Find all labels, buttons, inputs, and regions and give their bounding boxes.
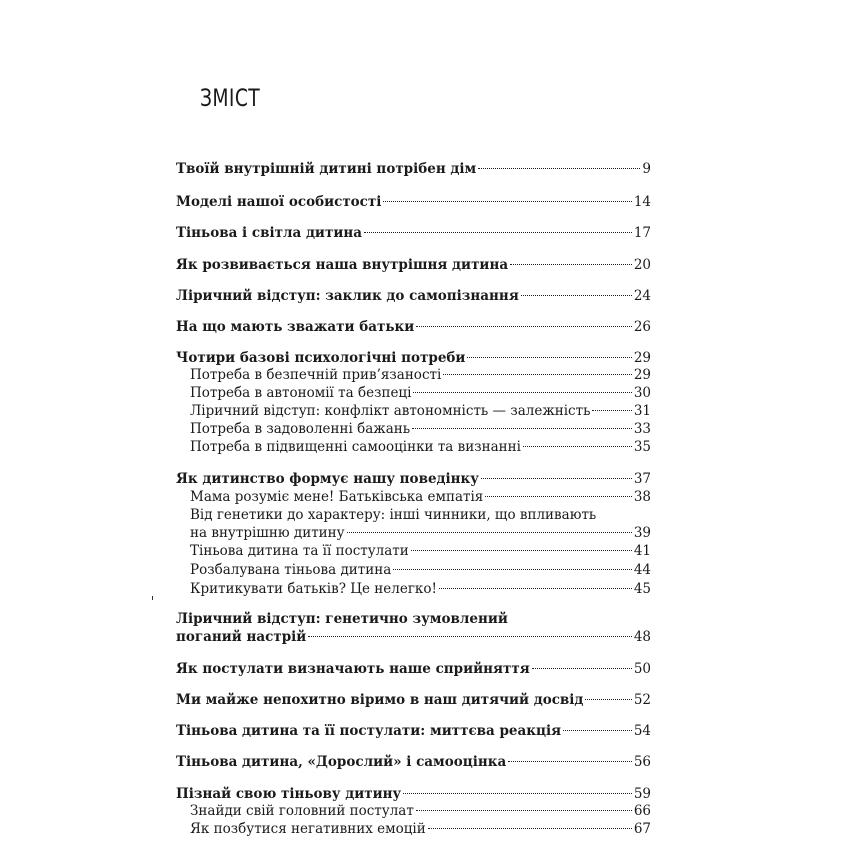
toc-subentry[interactable] [190, 420, 651, 438]
toc-page-number: 37 [633, 471, 651, 487]
toc-entry-title: Як постулати визначають наше сприйняття [176, 661, 530, 677]
toc-entry-title: Ми майже непохитно віримо в наш дитячий досвід [176, 692, 584, 708]
dot-leader [481, 478, 632, 479]
dot-leader [521, 295, 632, 296]
toc-entry-title: Розбалувана тіньова дитина [190, 562, 392, 578]
toc-chapter[interactable] [176, 256, 651, 274]
toc-page-number: 31 [633, 403, 651, 419]
toc-chapter[interactable] [176, 224, 651, 242]
dot-leader [393, 569, 632, 570]
dot-leader [563, 730, 632, 731]
dot-leader [443, 374, 632, 375]
toc-subentry[interactable] [190, 438, 651, 456]
toc-subentry[interactable] [190, 542, 651, 560]
toc-subentry[interactable] [190, 580, 651, 598]
toc-page-number: 24 [633, 288, 651, 304]
toc-entry-title: Потреба в задоволенні бажань [190, 421, 411, 437]
toc-page-number: 9 [642, 161, 651, 177]
dot-leader [364, 232, 632, 233]
toc-entry-title: На що мають зважати батьки [176, 319, 415, 335]
toc-entry-title: Мама розуміє мене! Батьківська емпатія [190, 489, 484, 505]
toc-subentry[interactable] [190, 402, 651, 420]
toc-entry-title: Як дитинство формує нашу поведінку [176, 471, 479, 487]
toc-entry-title: Тіньова дитина та її постулати: миттєва реакція [176, 723, 562, 739]
dot-leader [411, 550, 632, 551]
toc-page-number: 29 [633, 367, 651, 383]
toc-entry-prefix: Від генетики до характеру: інші чинники, що впливають [190, 507, 597, 523]
toc-chapter[interactable] [176, 318, 651, 336]
toc-subentry[interactable] [190, 488, 651, 506]
toc-page-number: 56 [633, 754, 651, 770]
toc-page-number: 38 [633, 489, 651, 505]
dot-leader [467, 357, 631, 358]
toc-entry-title: Потреба в безпечній прив’язаності [190, 367, 442, 383]
toc-chapter[interactable] [176, 160, 651, 178]
dot-leader [592, 410, 631, 411]
toc-page-number: 50 [633, 661, 651, 677]
toc-entry-title: Тіньова дитина, «Дорослий» і самооцінка [176, 754, 507, 770]
dot-leader [485, 496, 631, 497]
toc-chapter[interactable] [176, 470, 651, 488]
toc-entry-title: Твоїй внутрішній дитині потрібен дім [176, 161, 477, 177]
toc-subentry[interactable] [190, 820, 651, 838]
toc-chapter[interactable] [176, 753, 651, 771]
dot-leader [308, 636, 632, 637]
toc-chapter[interactable] [176, 287, 651, 305]
toc-entry-title: поганий настрій [176, 629, 307, 645]
dot-leader [383, 201, 631, 202]
dot-leader [403, 793, 632, 794]
toc-subentry[interactable] [190, 524, 651, 542]
toc-chapter[interactable] [176, 193, 651, 211]
toc-page-number: 59 [633, 786, 651, 802]
toc-page-number: 14 [633, 194, 651, 210]
toc-entry-title: Моделі нашої особистості [176, 194, 382, 210]
dot-leader [347, 532, 632, 533]
toc-page-number: 67 [633, 821, 651, 837]
toc-entry-title: Тіньова і світла дитина [176, 225, 362, 241]
dot-leader [478, 168, 640, 169]
page-title: ЗМІСТ [200, 84, 261, 112]
toc-chapter[interactable] [176, 660, 651, 678]
toc-chapter[interactable] [176, 691, 651, 709]
toc-entry-title: Як розвивається наша внутрішня дитина [176, 257, 509, 273]
toc-entry-title: Критикувати батьків? Це нелегко! [190, 581, 437, 597]
dot-leader [416, 326, 632, 327]
toc-page-number: 35 [633, 439, 651, 455]
toc-page-number: 33 [633, 421, 651, 437]
toc-subentry[interactable] [190, 561, 651, 579]
toc-page-number: 41 [633, 543, 651, 559]
toc-page-number: 30 [633, 385, 651, 401]
toc-page-number: 48 [633, 629, 651, 645]
toc-page-number: 66 [633, 803, 651, 819]
dot-leader [510, 264, 632, 265]
toc-page-number: 44 [633, 562, 651, 578]
toc-chapter[interactable] [176, 785, 651, 803]
toc-chapter[interactable] [176, 349, 651, 367]
toc-subentry[interactable] [190, 384, 651, 402]
toc-entry-title: Ліричний відступ: заклик до самопізнання [176, 288, 519, 304]
toc-page-number: 29 [633, 350, 651, 366]
toc-entry-title: Тіньова дитина та її постулати [190, 543, 409, 559]
toc-entry-title: Потреба в підвищенні самооцінки та визнанні [190, 439, 521, 455]
toc-entry-title: Знайди свій головний постулат [190, 803, 414, 819]
toc-chapter[interactable] [176, 722, 651, 740]
dot-leader [439, 588, 632, 589]
toc-entry-prefix: Ліричний відступ: генетично зумовлений [176, 611, 508, 627]
toc-chapter[interactable] [176, 628, 651, 646]
dot-leader [428, 828, 632, 829]
dot-leader [416, 810, 632, 811]
dot-leader [508, 761, 632, 762]
dot-leader [523, 446, 632, 447]
toc-page-number: 54 [633, 723, 651, 739]
toc-page-number: 45 [633, 581, 651, 597]
toc-page-number: 20 [633, 257, 651, 273]
toc-page-number: 39 [633, 525, 651, 541]
toc-entry-title: Чотири базові психологічні потреби [176, 350, 466, 366]
dot-leader [532, 668, 632, 669]
scan-mark [152, 596, 153, 600]
toc-entry-title: на внутрішню дитину [190, 525, 345, 541]
toc-page-number: 17 [633, 225, 651, 241]
dot-leader [412, 428, 632, 429]
toc-subentry[interactable] [190, 366, 651, 384]
toc-entry-title: Пізнай свою тіньову дитину [176, 786, 402, 802]
dot-leader [413, 392, 631, 393]
toc-page-number: 26 [633, 319, 651, 335]
toc-subentry[interactable] [190, 802, 651, 820]
toc-page-number: 52 [633, 692, 651, 708]
toc-entry-title: Як позбутися негативних емоцій [190, 821, 426, 837]
toc-entry-title: Ліричний відступ: конфлікт автономність — залежність [190, 403, 591, 419]
toc-entry-title: Потреба в автономії та безпеці [190, 385, 412, 401]
dot-leader [585, 699, 631, 700]
